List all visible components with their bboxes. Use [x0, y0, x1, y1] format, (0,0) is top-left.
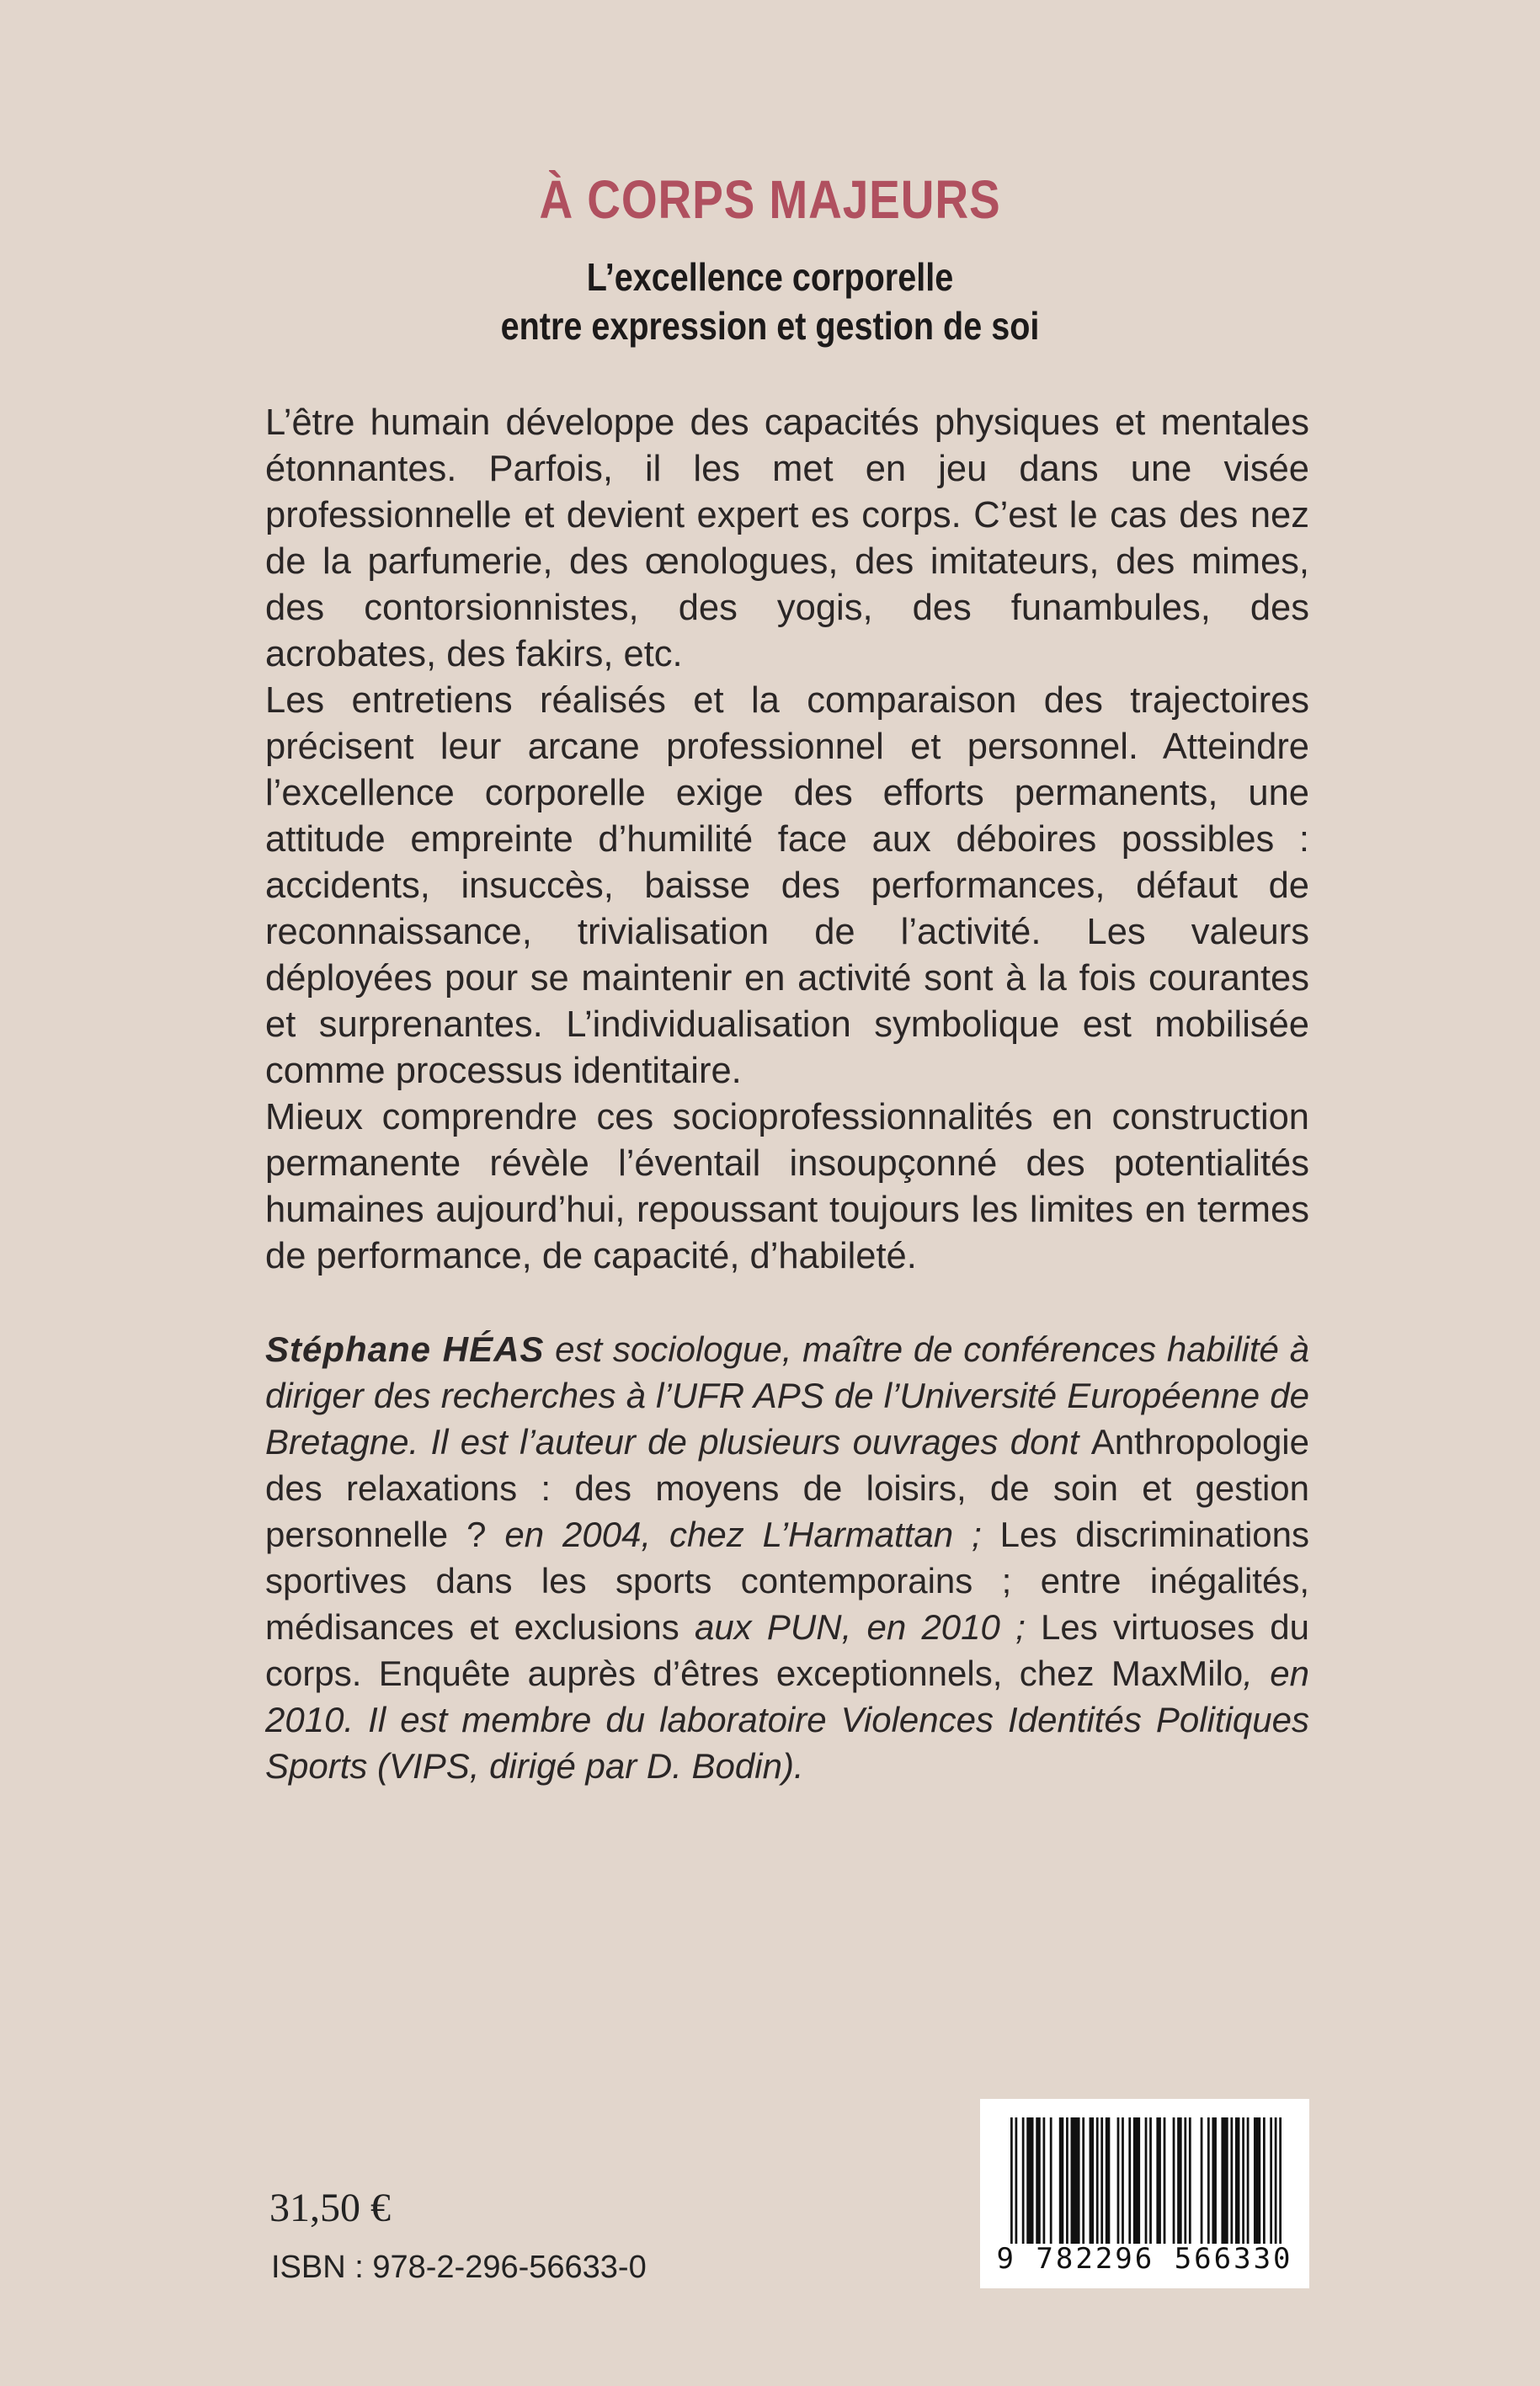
author-bio-paragraph [265, 1326, 1309, 1789]
summary-paragraph-1: L’être humain développe des capacités physiques et mentales étonnantes. Parfois, il les met en jeu dans une visée professionnelle et devient expert es corps. C’est le cas des nez de la parfumerie, des œnologues, des imitateurs, des mimes, des contorsionnistes, des yogis, des funambules, des acrobates, des fakirs, etc. [265, 402, 1309, 674]
barcode-bars-icon [1010, 2117, 1282, 2244]
bio-book-3: Les virtuoses du corps. Enquête auprès d’êtres exceptionnels, chez MaxMilo [265, 1607, 1309, 1693]
book-title: À CORPS MAJEURS [539, 169, 1001, 230]
author-bio [265, 1326, 1309, 1789]
isbn: ISBN : 978-2-296-56633-0 [271, 2250, 647, 2285]
barcode [980, 2099, 1309, 2288]
bio-text-2: en 2004, chez L’Harmattan ; [486, 1515, 1000, 1554]
bio-text-4: , en 2010. Il est membre du laboratoire Violences Identités Politiques Sports (VIPS, dirigé par D. Bodin). [265, 1654, 1309, 1786]
summary-text [265, 400, 1309, 1280]
barcode-digits: 9 782296 566330 [996, 2242, 1293, 2276]
bio-text-3: aux PUN, en 2010 ; [679, 1607, 1042, 1647]
price: 31,50 € [269, 2186, 391, 2230]
bio-text-1: est sociologue, maître de conférences habilité à diriger des recherches à l’UFR APS de l’Université Européenne de Bretagne. Il est l’auteur de plusieurs ouvrages dont [265, 1329, 1309, 1462]
bio-book-1: Anthropologie des relaxations : des moyens de loisirs, de soin et gestion personnelle ? [265, 1422, 1309, 1554]
book-subtitle-line2: entre expression et gestion de soi [500, 304, 1040, 348]
summary-paragraph-3: Mieux comprendre ces socioprofessionnalités en construction permanente révèle l’éventail insoupçonné des potentialités humaines aujourd’hui, repoussant toujours les limites en termes de performance, de capacité, d’habileté. [265, 1097, 1309, 1276]
bio-book-2: Les discriminations sportives dans les sports contemporains ; entre inégalités, médisances et exclusions [265, 1515, 1309, 1647]
book-subtitle-line1: L’excellence corporelle [586, 255, 954, 299]
author-name: Stéphane HÉAS [265, 1329, 545, 1369]
summary-paragraph-2: Les entretiens réalisés et la comparaison des trajectoires précisent leur arcane professionnel et personnel. Atteindre l’excellence corporelle exige des efforts permanents, une attitude empreinte d’humilité face aux déboires possibles : accidents, insuccès, baisse des performances, défaut de reconnaissance, trivialisation de l’activité. Les valeurs déployées pour se maintenir en activité sont à la fois courantes et surprenantes. L’individualisation symbolique est mobilisée comme processus identitaire. [265, 680, 1309, 1091]
